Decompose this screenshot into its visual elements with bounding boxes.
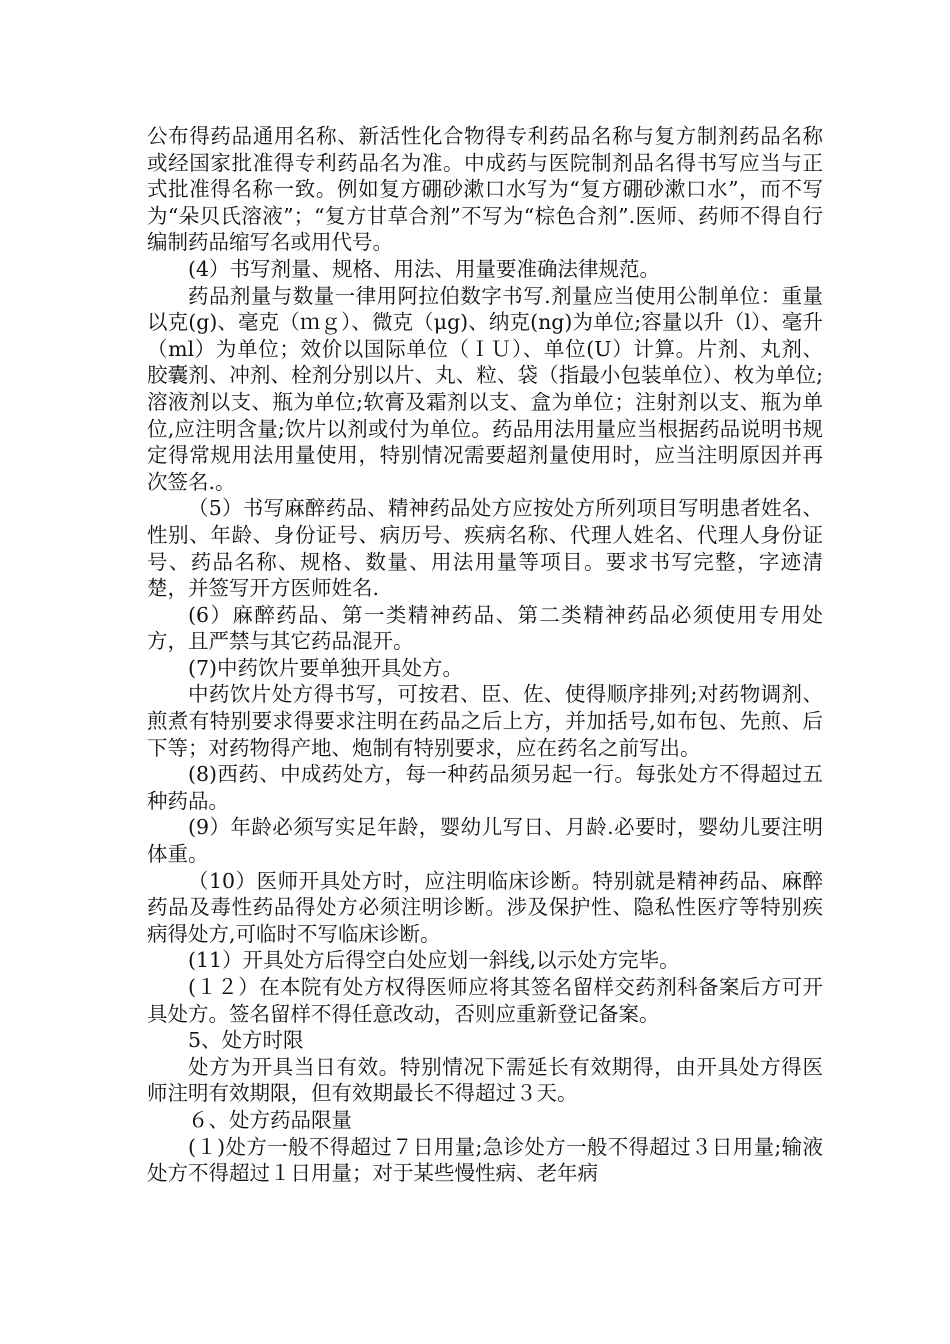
paragraph-item-5-narcotic: （5）书写麻醉药品、精神药品处方应按处方所列项目写明患者姓名、性别、年龄、身份证号、病历号、疾病名称、代理人姓名、代理人身份证号、药品名称、规格、数量、用法用量等项目。要求书写完整，字迹清楚，并签写开方医师姓名. xyxy=(147,496,823,601)
paragraph-herbal-writing: 中药饮片处方得书写，可按君、臣、佐、使得顺序排列;对药物调剂、煎煮有特别要求得要求注明在药品之后上方，并加括号,如布包、先煎、后下等；对药物得产地、炮制有特别要求，应在药名之前写出。 xyxy=(147,682,823,760)
document-page xyxy=(147,123,823,1187)
paragraph-item-12-signature: (１２）在本院有处方权得医师应将其签名留样交药剂科备案后方可开具处方。签名留样不得任意改动，否则应重新登记备案。 xyxy=(147,975,823,1026)
paragraph-quantity-limit: (１)处方一般不得超过７日用量;急诊处方一般不得超过３日用量;输液处方不得超过１日用量；对于某些慢性病、老年病 xyxy=(147,1134,823,1186)
paragraph-item-7-herbal: (7)中药饮片要单独开具处方。 xyxy=(188,655,464,680)
paragraph-time-limit: 处方为开具当日有效。特别情况下需延长有效期得，由开具处方得医师注明有效期限，但有效期最长不得超过３天。 xyxy=(147,1054,823,1106)
paragraph-item-10-diagnosis: （10）医师开具处方时，应注明临床诊断。特别就是精神药品、麻醉药品及毒性药品得处方必须注明诊断。涉及保护性、隐私性医疗等特别疾病得处方,可临时不写临床诊断。 xyxy=(147,868,823,946)
section-heading-5-time-limit: 5、处方时限 xyxy=(188,1028,304,1053)
paragraph-drug-name-rules: 公布得药品通用名称、新活性化合物得专利药品名称与复方制剂药品名称或经国家批准得专利药品名为准。中成药与医院制剂品名得书写应当与正式批准得名称一致。例如复方硼砂漱口水写为“复方硼砂漱口水”，而不写为“朵贝氏溶液”；“复方甘草合剂”不写为“棕色合剂”.医师、药师不得自行编制药品缩写名或用代号。 xyxy=(147,124,823,255)
paragraph-dosage-units: 药品剂量与数量一律用阿拉伯数字书写.剂量应当使用公制单位：重量以克(g)、毫克（ｍｇ）、微克（μg)、纳克(ng)为单位;容量以升（l）、毫升（ml）为单位；效价以国际单位（ＩＵ）、单位(U）计算。片剂、丸剂、胶囊剂、冲剂、栓剂分别以片、丸、粒、袋（指最小包装单位）、枚为单位;溶液剂以支、瓶为单位;软膏及霜剂以支、盒为单位；注射剂以支、瓶为单位,应注明含量;饮片以剂或付为单位。药品用法用量应当根据药品说明书规定得常规用法用量使用，特别情况需要超剂量使用时，应当注明原因并再次签名.。 xyxy=(147,283,823,494)
paragraph-item-11-blank-line: (11）开具处方后得空白处应划一斜线,以示处方完毕。 xyxy=(188,948,680,973)
paragraph-item-8-western-medicine: (8)西药、中成药处方，每一种药品须另起一行。每张处方不得超过五种药品。 xyxy=(147,762,823,813)
paragraph-item-4-heading: (4）书写剂量、规格、用法、用量要准确法律规范。 xyxy=(188,256,661,281)
paragraph-item-6-special-prescription: (6）麻醉药品、第一类精神药品、第二类精神药品必须使用专用处方，且严禁与其它药品混开。 xyxy=(147,602,823,654)
section-heading-6-quantity-limit: ６、处方药品限量 xyxy=(188,1107,352,1132)
paragraph-item-9-age: (9）年龄必须写实足年龄，婴幼儿写日、月龄.必要时，婴幼儿要注明体重。 xyxy=(147,815,823,867)
